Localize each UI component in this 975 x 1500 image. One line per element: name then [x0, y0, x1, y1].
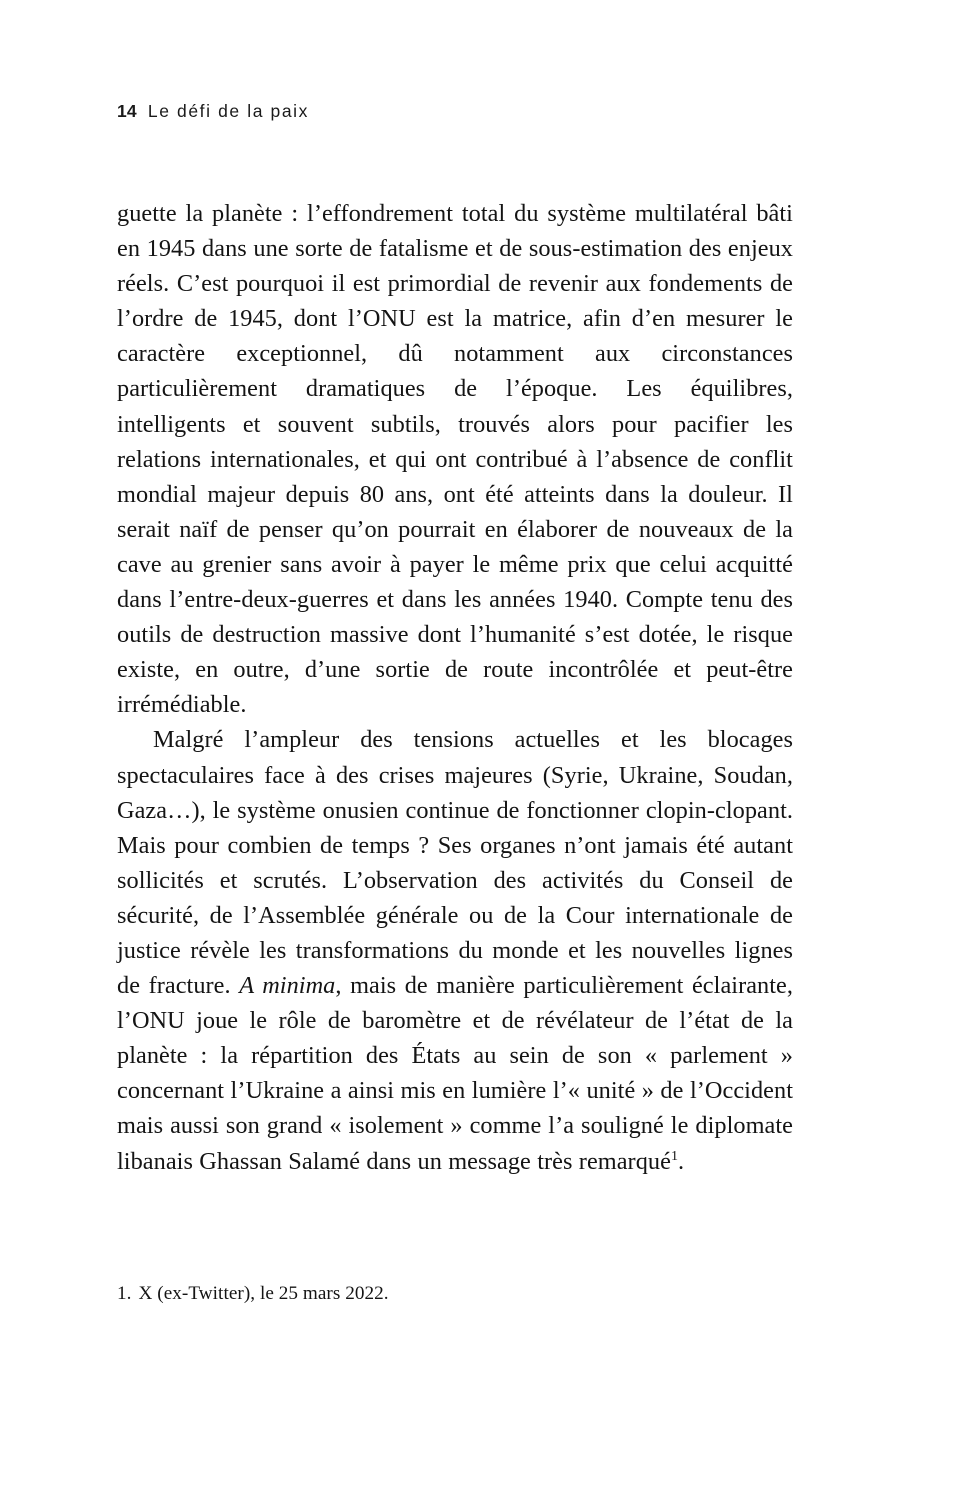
footnote-area — [117, 1281, 793, 1307]
paragraph-1-text: guette la planète : l’effondrement total du système multilatéral bâti en 1945 dans une sorte de fatalisme et de sous-estimation des enjeux réels. C’est pourquoi il est primordial de revenir aux fondements de l’ordre de 1945, dont l’ONU est la matrice, afin d’en mesurer le caractère exceptionnel, dû notamment aux circonstances particulièrement dramatiques de l’époque. Les équilibres, intelligents et souvent subtils, trouvés alors pour pacifier les relations internationales, et qui ont contribué à l’absence de conflit mondial majeur depuis 80 ans, ont été atteints dans la douleur. Il serait naïf de penser qu’on pourrait en élaborer de nouveaux de la cave au grenier sans avoir à payer le même prix que celui acquitté dans l’entre-deux-guerres et dans les années 1940. Compte tenu des outils de destruction massive dont l’humanité s’est dotée, le risque existe, en outre, d’une sortie de route incontrôlée et peut-être irrémédiable. — [117, 200, 793, 719]
footnote-text: X (ex-Twitter), le 25 mars 2022. — [138, 1283, 389, 1304]
paragraph-2-text-after-italic: , mais de manière particulièrement éclairante, l’ONU joue le rôle de baromètre et de révélateur de l’état de la planète : la répartition des États au sein de son « parlement » concernant l’Ukraine a ainsi mis en lumière l’« unité » de l’Occident mais aussi son grand « isolement » comme l’a souligné le diplomate libanais Ghassan Salamé dans un message très remarqué — [117, 972, 794, 1175]
paragraph-1 — [117, 196, 793, 722]
paragraph-2 — [117, 722, 793, 1178]
body-text-block — [117, 196, 793, 1179]
page-number: 14 — [117, 101, 137, 121]
latin-phrase-a-minima: A minima — [239, 972, 336, 1000]
header-title: Le défi de la paix — [147, 101, 309, 121]
paragraph-2-text-end: . — [678, 1147, 685, 1175]
footnote-item-1 — [117, 1281, 793, 1307]
running-header — [117, 101, 792, 122]
footnote-reference-1[interactable]: 1 — [670, 1147, 679, 1164]
paragraph-2-text-before-italic: Malgré l’ampleur des tensions actuelles et les blocages spectaculaires face à des crises majeures (Syrie, Ukraine, Soudan, Gaza…), le système onusien continue de fonctionner clopin-clopant. Mais pour combien de temps ? Ses organes n’ont jamais été autant sollicités et scrutés. L’observation des activités du Conseil de sécurité, de l’Assemblée générale ou de la Cour internationale de justice révèle les transformations du monde et les nouvelles lignes de fracture. — [117, 726, 793, 1000]
footnote-number: 1. — [117, 1283, 132, 1304]
